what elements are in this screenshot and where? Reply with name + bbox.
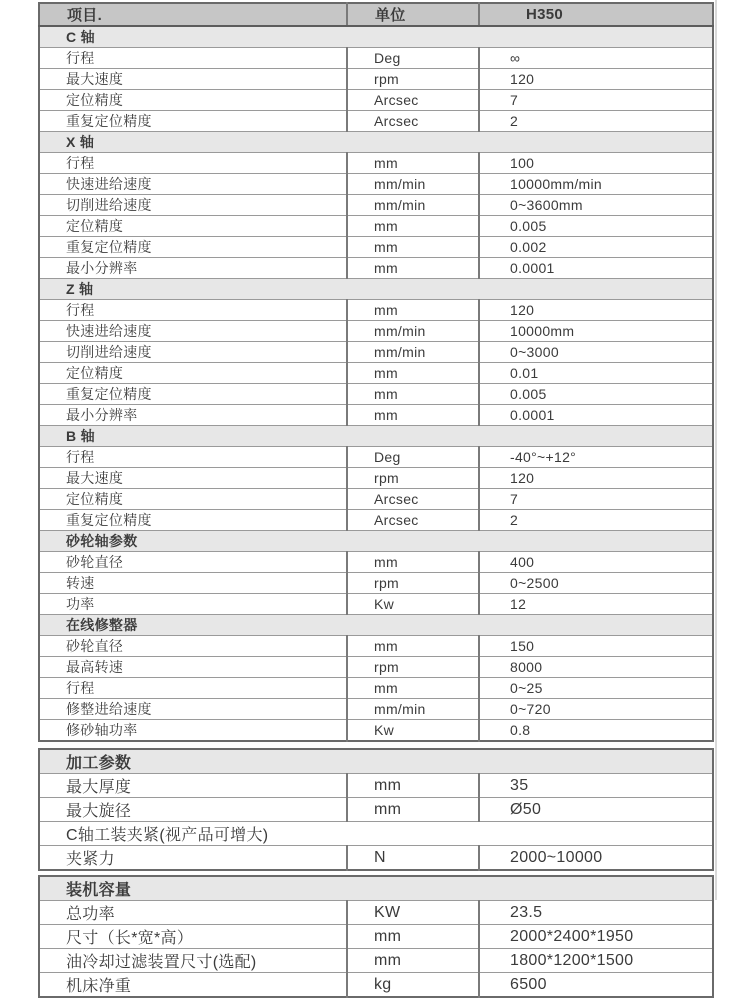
spec-row (39, 90, 713, 111)
spec-unit: rpm (347, 468, 479, 489)
spec-item-label: 定位精度 (39, 363, 347, 384)
spec-row (39, 384, 713, 405)
spec-row (39, 699, 713, 720)
spec-item-label: 快速进给速度 (39, 174, 347, 195)
spec-row (39, 678, 713, 699)
column-header-item: 项目. (39, 3, 347, 26)
section-title: 在线修整器 (39, 615, 713, 636)
spec-row (39, 111, 713, 132)
spec-unit: Deg (347, 48, 479, 69)
spec-unit: mm (347, 363, 479, 384)
section-title: 砂轮轴参数 (39, 531, 713, 552)
spec-unit: Arcsec (347, 111, 479, 132)
spec-row (39, 258, 713, 279)
spec-value: 7 (479, 90, 713, 111)
page-edge-line (715, 0, 717, 900)
spec-item-label: 切削进给速度 (39, 195, 347, 216)
spec-value: 0~25 (479, 678, 713, 699)
spec-row (39, 489, 713, 510)
spec-row (39, 846, 713, 871)
spec-row (39, 342, 713, 363)
spec-unit: KW (347, 901, 479, 925)
spec-item-label: 修整进给速度 (39, 699, 347, 720)
spec-value: Ø50 (479, 798, 713, 822)
spec-unit: kg (347, 973, 479, 998)
spec-row (39, 468, 713, 489)
spec-unit: mm (347, 798, 479, 822)
spec-value: 2000*2400*1950 (479, 925, 713, 949)
section-title: X 轴 (39, 132, 713, 153)
spec-item-label: 油冷却过滤装置尺寸(选配) (39, 949, 347, 973)
spec-value: 0~720 (479, 699, 713, 720)
spec-item-label: 行程 (39, 153, 347, 174)
spec-value: 8000 (479, 657, 713, 678)
spec-value: 0~3600mm (479, 195, 713, 216)
section-title: Z 轴 (39, 279, 713, 300)
spec-row (39, 363, 713, 384)
spec-unit: N (347, 846, 479, 871)
spec-item-label: 最大速度 (39, 468, 347, 489)
spec-value: 0.005 (479, 216, 713, 237)
spec-row (39, 195, 713, 216)
spec-item-label: 最高转速 (39, 657, 347, 678)
spec-value: 2 (479, 510, 713, 531)
spec-item-label: 最小分辨率 (39, 405, 347, 426)
spec-table-container (38, 2, 712, 998)
spec-item-label: 最大旋径 (39, 798, 347, 822)
spec-value: 10000mm (479, 321, 713, 342)
spec-unit: mm (347, 678, 479, 699)
spec-table-axes (38, 2, 714, 742)
spec-value: 150 (479, 636, 713, 657)
spec-unit: mm (347, 258, 479, 279)
spec-item-label: 重复定位精度 (39, 510, 347, 531)
spec-item-label: 修砂轴功率 (39, 720, 347, 742)
column-header-model: H350 (479, 3, 713, 26)
spec-item-label: 快速进给速度 (39, 321, 347, 342)
spec-unit: mm/min (347, 321, 479, 342)
spec-item-label: 重复定位精度 (39, 111, 347, 132)
spec-value: 0.8 (479, 720, 713, 742)
spec-row (39, 901, 713, 925)
section-header-row (39, 531, 713, 552)
spec-item-label: 行程 (39, 678, 347, 699)
spec-item-label: 机床净重 (39, 973, 347, 998)
spec-table-capacity (38, 875, 714, 998)
spec-item-label: 尺寸（长*宽*高） (39, 925, 347, 949)
spec-table-header (39, 3, 713, 26)
spec-value: 120 (479, 69, 713, 90)
section-header-row (39, 279, 713, 300)
spec-row (39, 657, 713, 678)
spec-row (39, 720, 713, 742)
spec-row (39, 925, 713, 949)
spec-value: 2 (479, 111, 713, 132)
spec-value: 0~3000 (479, 342, 713, 363)
spec-value: 7 (479, 489, 713, 510)
spec-item-label: 总功率 (39, 901, 347, 925)
spec-value: ∞ (479, 48, 713, 69)
spec-value: 23.5 (479, 901, 713, 925)
spec-value: 1800*1200*1500 (479, 949, 713, 973)
spec-table-machining (38, 748, 714, 871)
spec-item-label: 行程 (39, 48, 347, 69)
section-title: 装机容量 (39, 876, 713, 901)
spec-value: 6500 (479, 973, 713, 998)
spec-item-label: 砂轮直径 (39, 636, 347, 657)
spec-unit: mm (347, 552, 479, 573)
spec-value: 2000~10000 (479, 846, 713, 871)
spec-item-label: 行程 (39, 300, 347, 321)
spec-unit: mm (347, 949, 479, 973)
spec-item-label: 切削进给速度 (39, 342, 347, 363)
spec-item-label: 定位精度 (39, 90, 347, 111)
spec-item-label: 重复定位精度 (39, 384, 347, 405)
spec-value: 0.01 (479, 363, 713, 384)
spec-value: 120 (479, 468, 713, 489)
spec-unit: rpm (347, 69, 479, 90)
spec-row (39, 636, 713, 657)
section-header-row (39, 876, 713, 901)
spec-row (39, 973, 713, 998)
spec-item-label: 功率 (39, 594, 347, 615)
spec-row (39, 798, 713, 822)
spec-item-label: 行程 (39, 447, 347, 468)
spec-value: 35 (479, 774, 713, 798)
spec-unit: mm/min (347, 174, 479, 195)
spec-item-label: 最大厚度 (39, 774, 347, 798)
spec-row (39, 237, 713, 258)
spec-item-label: 重复定位精度 (39, 237, 347, 258)
spec-unit: Kw (347, 594, 479, 615)
spec-row (39, 594, 713, 615)
spec-unit: mm/min (347, 699, 479, 720)
spec-row (39, 949, 713, 973)
spec-value: 0~2500 (479, 573, 713, 594)
spec-unit: Kw (347, 720, 479, 742)
spec-unit: mm (347, 405, 479, 426)
spec-row (39, 48, 713, 69)
spec-unit: mm (347, 237, 479, 258)
spec-row (39, 69, 713, 90)
spec-value: -40°~+12° (479, 447, 713, 468)
spec-item-label: 转速 (39, 573, 347, 594)
spec-item-label: 定位精度 (39, 489, 347, 510)
note-text: C轴工装夹紧(视产品可增大) (39, 822, 713, 846)
spec-value: 0.005 (479, 384, 713, 405)
spec-unit: Arcsec (347, 510, 479, 531)
spec-unit: mm (347, 300, 479, 321)
column-header-unit: 单位 (347, 3, 479, 26)
spec-value: 0.0001 (479, 405, 713, 426)
spec-row (39, 552, 713, 573)
spec-row (39, 573, 713, 594)
spec-row (39, 216, 713, 237)
spec-item-label: 定位精度 (39, 216, 347, 237)
spec-value: 0.002 (479, 237, 713, 258)
spec-unit: mm/min (347, 342, 479, 363)
spec-row (39, 510, 713, 531)
section-header-row (39, 615, 713, 636)
spec-unit: mm/min (347, 195, 479, 216)
section-header-row (39, 426, 713, 447)
section-title: C 轴 (39, 26, 713, 48)
spec-unit: mm (347, 216, 479, 237)
spec-row (39, 153, 713, 174)
spec-unit: Arcsec (347, 90, 479, 111)
header-row (39, 3, 713, 26)
spec-row (39, 447, 713, 468)
section-header-row (39, 26, 713, 48)
spec-unit: mm (347, 925, 479, 949)
spec-row (39, 321, 713, 342)
spec-unit: mm (347, 384, 479, 405)
spec-unit: mm (347, 774, 479, 798)
spec-item-label: 最大速度 (39, 69, 347, 90)
spec-row (39, 300, 713, 321)
spec-unit: Deg (347, 447, 479, 468)
spec-unit: mm (347, 153, 479, 174)
spec-value: 120 (479, 300, 713, 321)
spec-value: 0.0001 (479, 258, 713, 279)
spec-row (39, 174, 713, 195)
section-title: 加工参数 (39, 749, 713, 774)
spec-row (39, 774, 713, 798)
spec-unit: mm (347, 636, 479, 657)
section-title: B 轴 (39, 426, 713, 447)
section-header-row (39, 749, 713, 774)
spec-item-label: 夹紧力 (39, 846, 347, 871)
spec-row (39, 405, 713, 426)
spec-unit: rpm (347, 657, 479, 678)
full-width-note-row (39, 822, 713, 846)
spec-value: 400 (479, 552, 713, 573)
section-header-row (39, 132, 713, 153)
spec-value: 12 (479, 594, 713, 615)
spec-item-label: 砂轮直径 (39, 552, 347, 573)
spec-value: 10000mm/min (479, 174, 713, 195)
spec-item-label: 最小分辨率 (39, 258, 347, 279)
spec-unit: Arcsec (347, 489, 479, 510)
spec-value: 100 (479, 153, 713, 174)
spec-unit: rpm (347, 573, 479, 594)
